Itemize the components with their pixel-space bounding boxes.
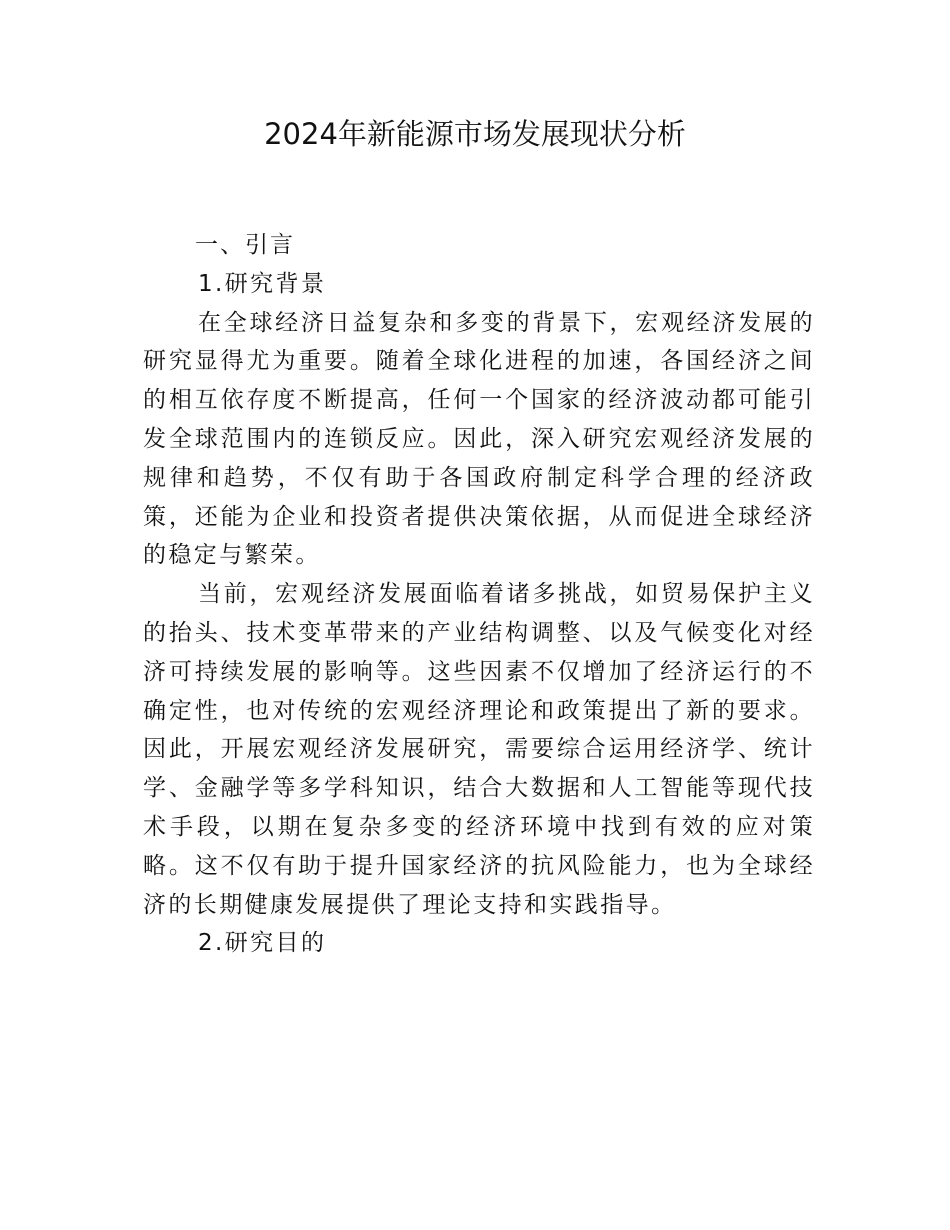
- document-title: 2024年新能源市场发展现状分析: [264, 117, 686, 151]
- paragraph-background-2: 当前，宏观经济发展面临着诸多挑战，如贸易保护主义的抬头、技术变革带来的产业结构调整、以及气候变化对经济可持续发展的影响等。这些因素不仅增加了经济运行的不确定性，也对传统的宏观经济理论和政策提出了新的要求。因此，开展宏观经济发展研究，需要综合运用经济学、统计学、金融学等多学科知识，结合大数据和人工智能等现代技术手段，以期在复杂多变的经济环境中找到有效的应对策略。这不仅有助于提升国家经济的抗风险能力，也为全球经济的长期健康发展提供了理论支持和实践指导。: [143, 581, 815, 918]
- subsection-heading-research-purpose: 2.研究目的: [198, 930, 327, 957]
- section-heading-introduction: 一、引言: [195, 232, 295, 258]
- paragraph-background-1: 在全球经济日益复杂和多变的背景下，宏观经济发展的研究显得尤为重要。随着全球化进程的加速，各国经济之间的相互依存度不断提高，任何一个国家的经济波动都可能引发全球范围内的连锁反应。因此，深入研究宏观经济发展的规律和趋势，不仅有助于各国政府制定科学合理的经济政策，还能为企业和投资者提供决策依据，从而促进全球经济的稳定与繁荣。: [143, 309, 815, 569]
- subsection-heading-research-background: 1.研究背景: [198, 270, 327, 297]
- document-body: [143, 226, 815, 963]
